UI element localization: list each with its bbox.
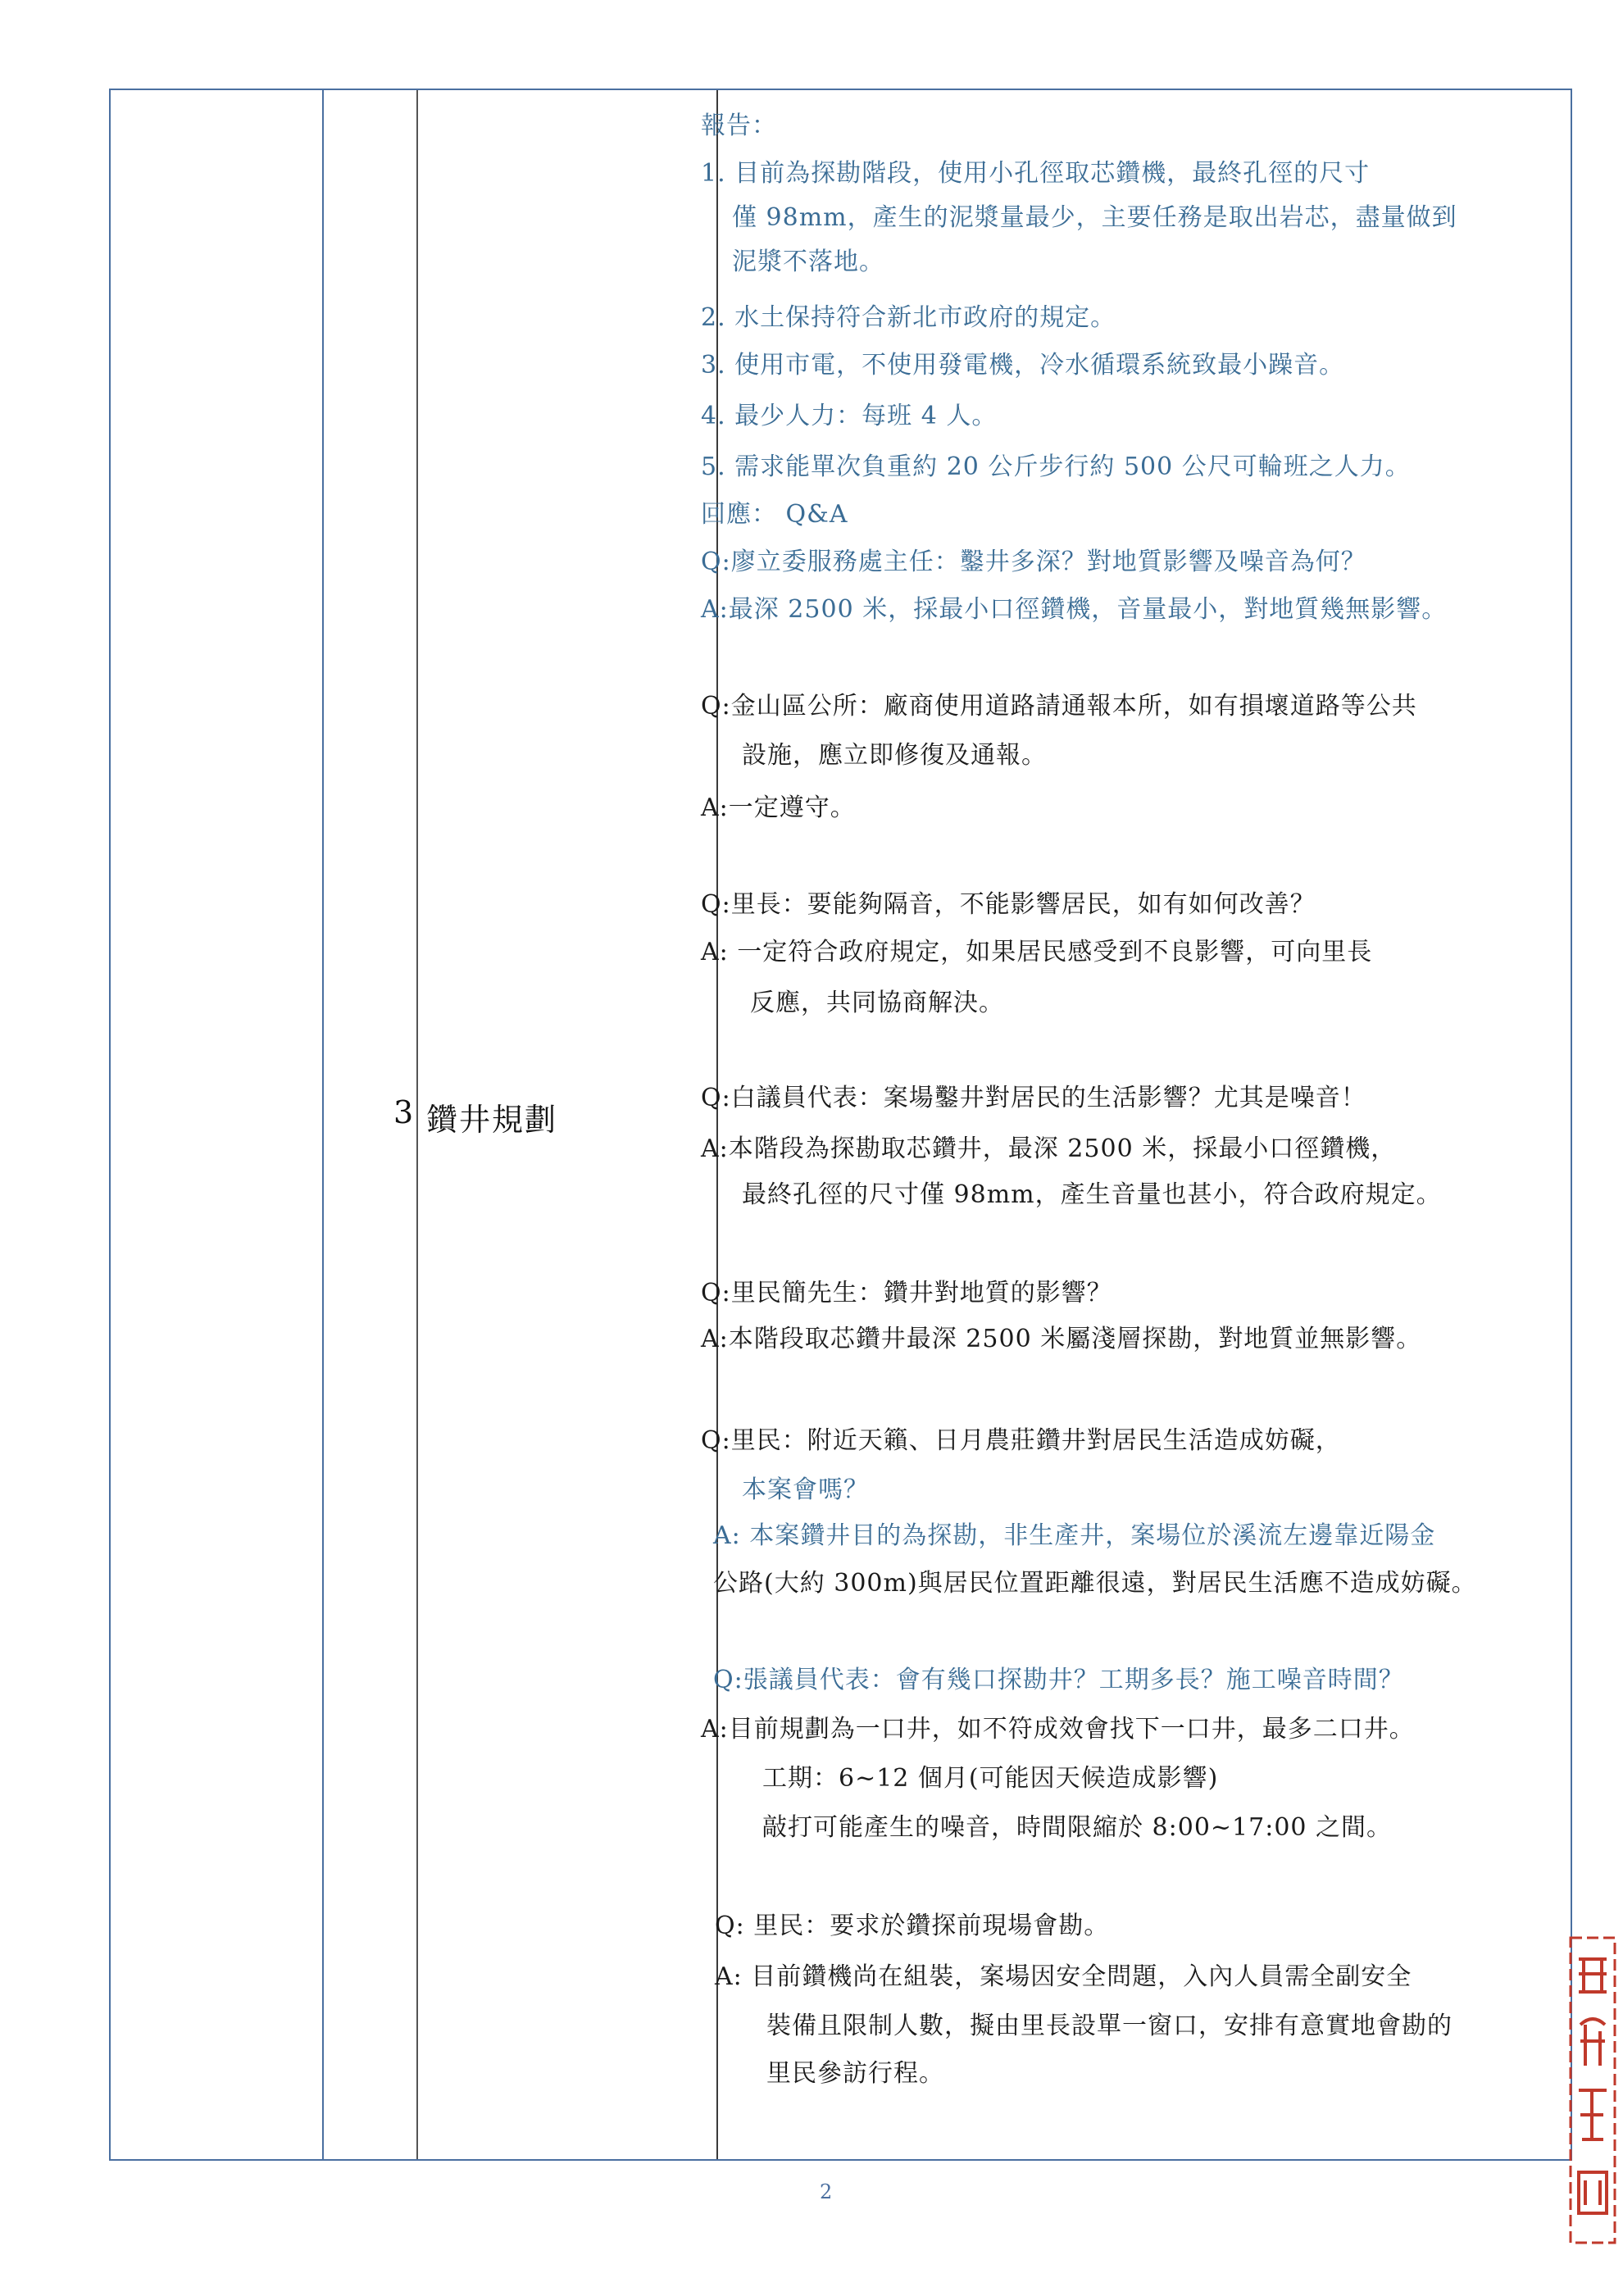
question: Q:金山區公所：廠商使用道路請通報本所，如有損壞道路等公共 xyxy=(701,692,1417,721)
seal-stamp-icon xyxy=(1567,1935,1618,2246)
answer: A: 本案鑽井目的為探勘，非生產井，案場位於溪流左邊靠近陽金 xyxy=(713,1521,1436,1550)
answer: A:目前規劃為一口井，如不符成效會找下一口井，最多二口井。 xyxy=(701,1715,1415,1744)
question: Q:廖立委服務處主任：鑿井多深？對地質影響及噪音為何？ xyxy=(701,548,1366,576)
column-divider xyxy=(416,90,418,2159)
response-heading: 回應： Q&A xyxy=(701,500,848,529)
question: Q:張議員代表：會有幾口探勘井？工期多長？施工噪音時間？ xyxy=(713,1666,1404,1694)
item-number: 3 xyxy=(393,1094,414,1130)
answer: A:本階段取芯鑽井最深 2500 米屬淺層探勘，對地質並無影響。 xyxy=(701,1325,1422,1353)
answer: A: 一定符合政府規定，如果居民感受到不良影響，可向里長 xyxy=(701,938,1373,966)
report-item-5: 5. 需求能單次負重約 20 公斤步行約 500 公尺可輪班之人力。 xyxy=(701,452,1411,481)
answer-cont: 公路(大約 300m)與居民位置距離很遠，對居民生活應不造成妨礙。 xyxy=(713,1569,1477,1598)
answer: A:最深 2500 米，採最小口徑鑽機，音量最小，對地質幾無影響。 xyxy=(701,595,1448,624)
report-item-2: 2. 水土保持符合新北市政府的規定。 xyxy=(701,303,1116,332)
answer-cont: 敲打可能產生的噪音，時間限縮於 8:00~17:00 之間。 xyxy=(762,1813,1393,1842)
question-cont: 設施，應立即修復及通報。 xyxy=(742,741,1047,770)
question: Q:白議員代表：案場鑿井對居民的生活影響？尤其是噪音！ xyxy=(701,1084,1366,1112)
question: Q:里民：附近天籟、日月農莊鑽井對居民生活造成妨礙， xyxy=(701,1426,1341,1455)
answer-cont: 最終孔徑的尺寸僅 98mm，產生音量也甚小，符合政府規定。 xyxy=(742,1180,1442,1209)
answer-cont: 裝備且限制人數，擬由里長設單一窗口，安排有意實地會勘的 xyxy=(766,2012,1453,2040)
report-item-1-cont: 泥漿不落地。 xyxy=(732,248,884,276)
question: Q:里民簡先生：鑽井對地質的影響？ xyxy=(701,1279,1112,1307)
report-item-1: 1. 目前為探勘階段，使用小孔徑取芯鑽機，最終孔徑的尺寸 xyxy=(701,159,1371,188)
question-cont: 本案會嗎？ xyxy=(742,1475,869,1504)
answer-cont: 反應，共同協商解決。 xyxy=(750,989,1004,1017)
item-title: 鑽井規劃 xyxy=(426,1102,558,1138)
report-item-3: 3. 使用市電，不使用發電機，冷水循環系統致最小躁音。 xyxy=(701,351,1345,380)
answer-cont: 里民參訪行程。 xyxy=(766,2059,944,2088)
answer-cont: 工期：6~12 個月(可能因天候造成影響) xyxy=(762,1764,1219,1793)
report-heading: 報告： xyxy=(701,111,777,140)
answer: A: 目前鑽機尚在組裝，案場因安全問題，入內人員需全副安全 xyxy=(715,1962,1412,1991)
page-number: 2 xyxy=(820,2180,833,2203)
answer: A:一定遵守。 xyxy=(701,793,856,822)
question: Q:里長：要能夠隔音，不能影響居民，如有如何改善？ xyxy=(701,890,1316,919)
report-item-1-cont: 僅 98mm，產生的泥漿量最少，主要任務是取出岩芯，盡量做到 xyxy=(732,203,1457,232)
column-divider xyxy=(322,90,324,2159)
answer: A:本階段為探勘取芯鑽井，最深 2500 米，採最小口徑鑽機， xyxy=(701,1134,1397,1163)
report-item-4: 4. 最少人力：每班 4 人。 xyxy=(701,402,998,430)
question: Q: 里民：要求於鑽探前現場會勘。 xyxy=(715,1912,1110,1940)
